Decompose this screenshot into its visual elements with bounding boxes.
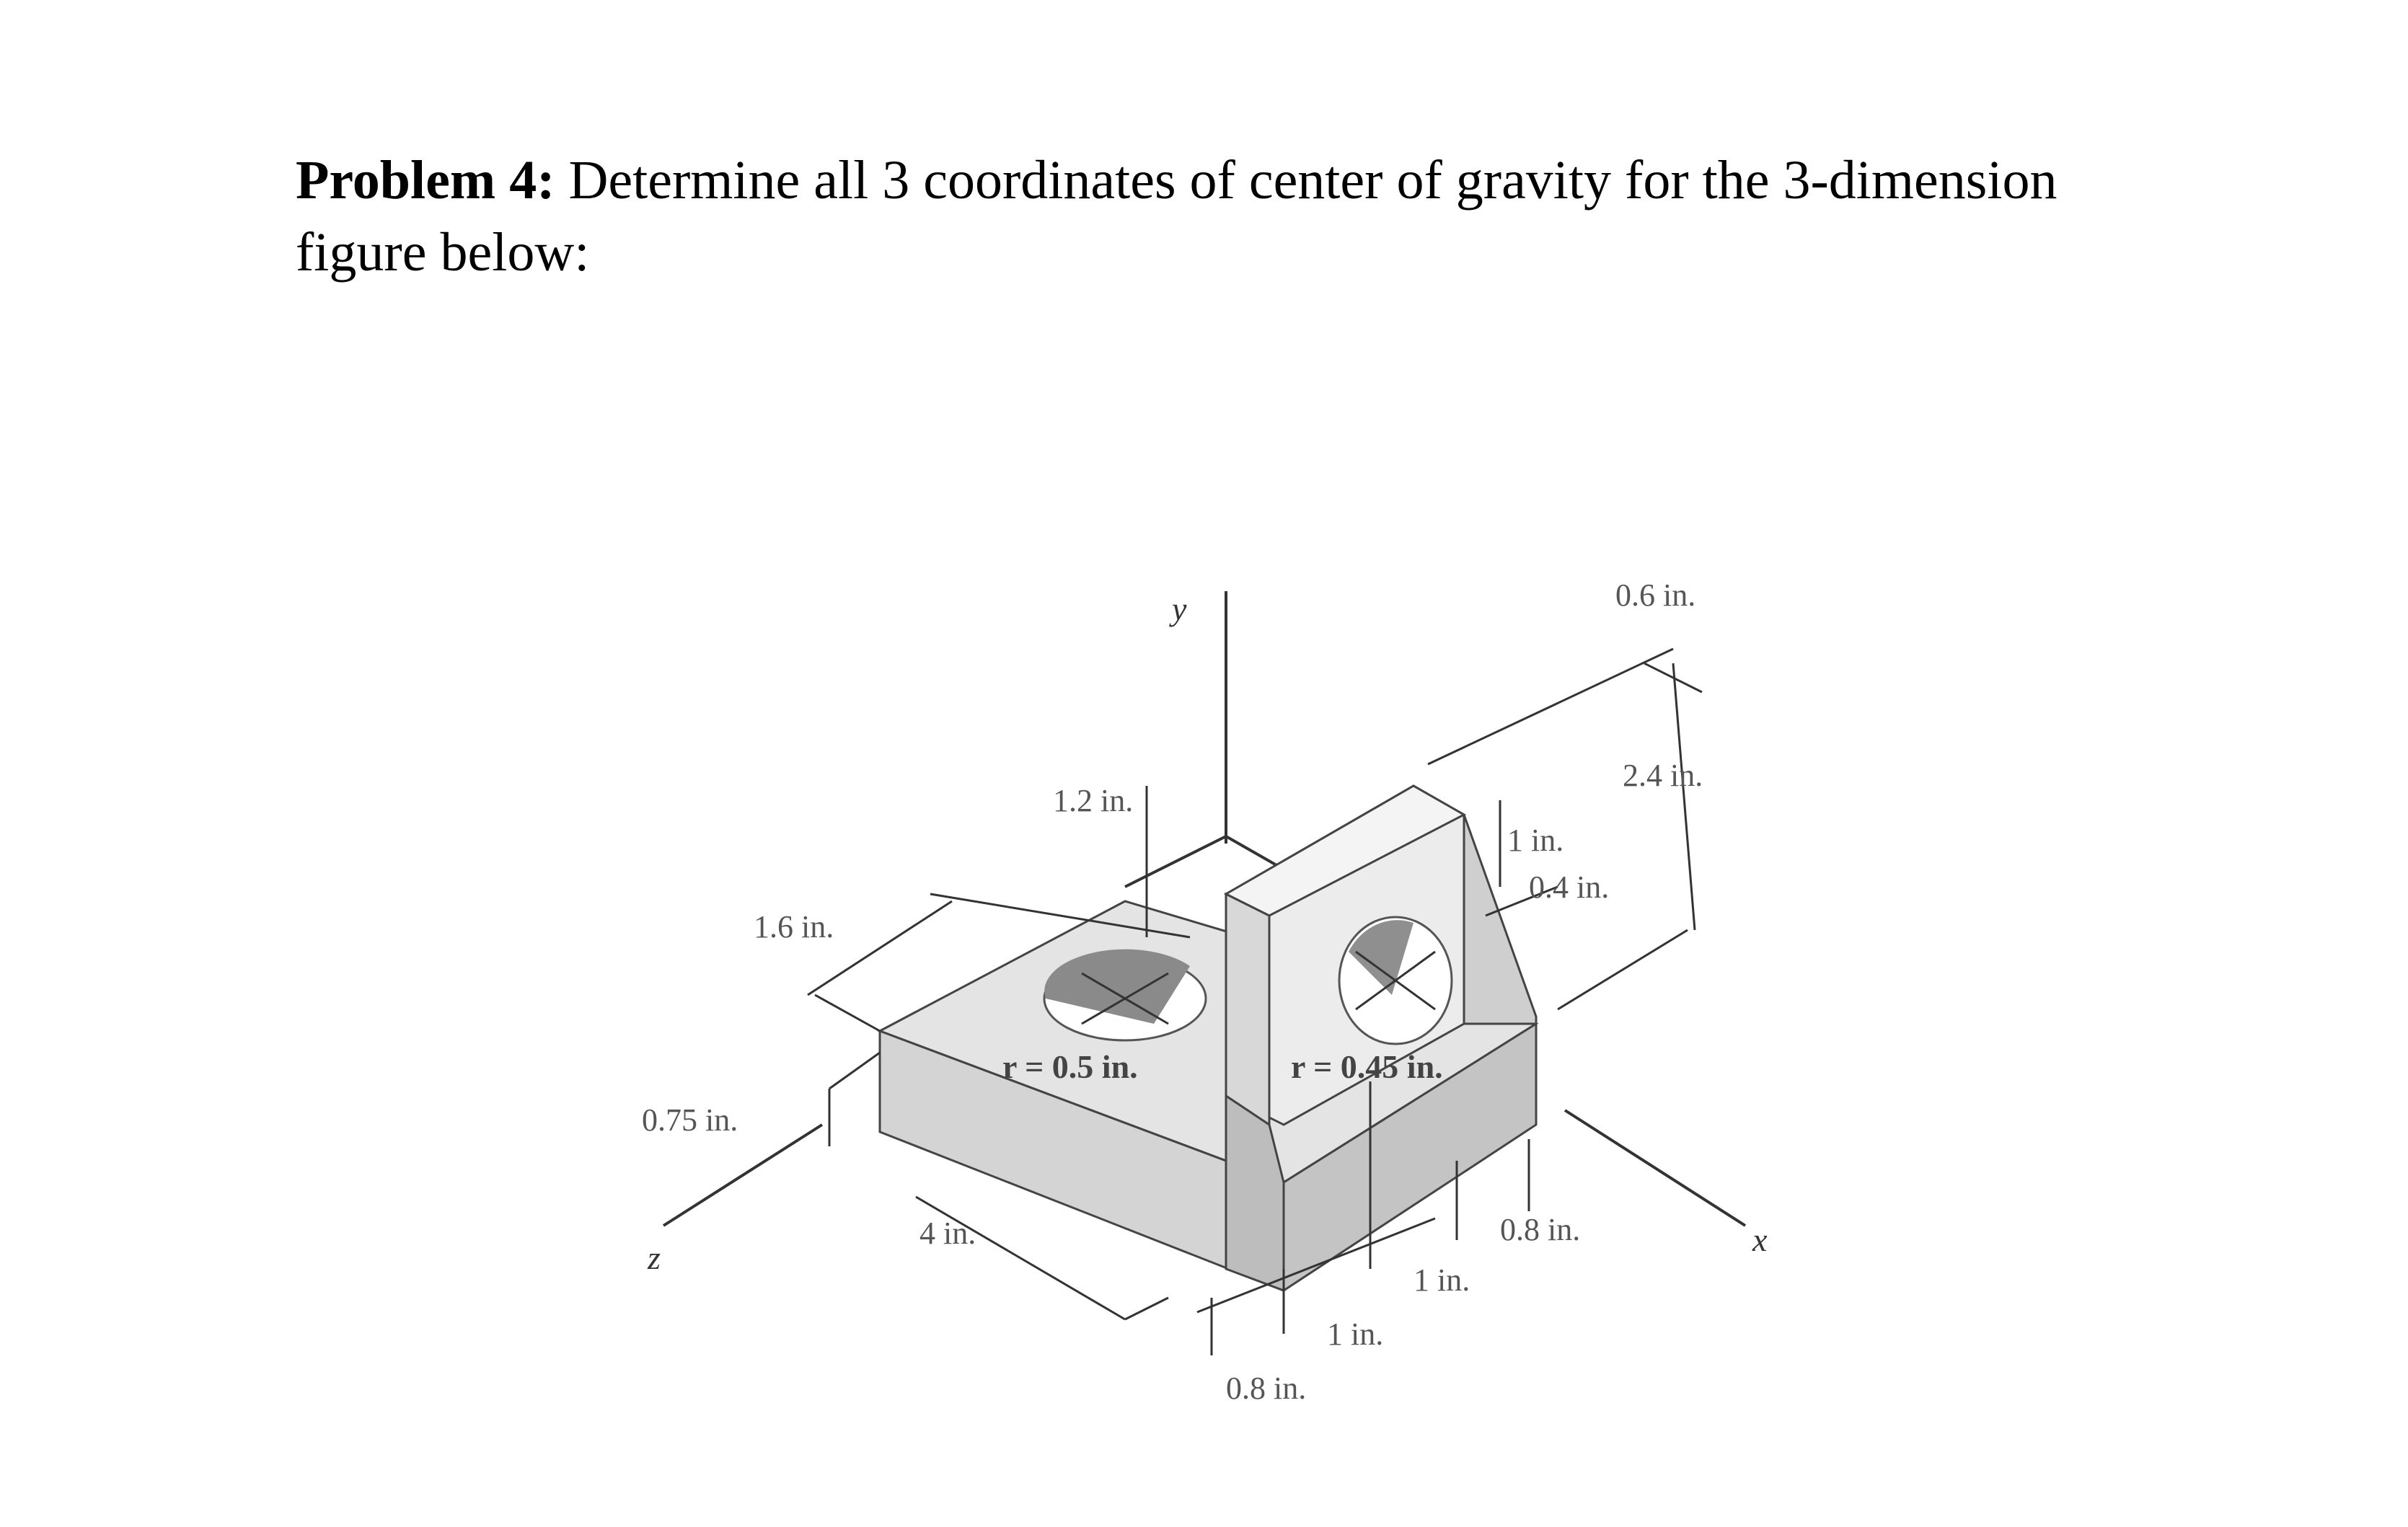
dim-line-2-4	[1673, 663, 1695, 930]
z-axis-line	[663, 1125, 822, 1226]
problem-label: Problem 4:	[296, 150, 555, 211]
x-axis-label: x	[1752, 1221, 1768, 1258]
dim-plate-thickness: 0.75 in.	[642, 1102, 738, 1138]
z-axis-label: z	[648, 1239, 661, 1276]
dim-back-step-width: 0.8 in.	[1500, 1212, 1581, 1247]
dim-upright-height: 2.4 in.	[1623, 758, 1703, 793]
dim-back-depth: 0.6 in.	[1615, 577, 1696, 613]
dim-plate-depth: 1.6 in.	[754, 909, 834, 944]
upright-left-face	[1226, 894, 1269, 1125]
upright-hole	[1339, 917, 1452, 1044]
problem-body: Determine all 3 coordinates of center of gravity for the 3-dimension figure below:	[296, 150, 2058, 283]
x-axis-line	[1565, 1110, 1745, 1226]
dim-hole-center-depth: 0.4 in.	[1529, 869, 1610, 905]
dim-hole-center-height: 1 in.	[1507, 823, 1564, 858]
plate-hole	[1044, 950, 1206, 1040]
dim-upright-hole-radius: r = 0.45 in.	[1291, 1048, 1443, 1085]
y-axis-label: y	[1172, 590, 1187, 627]
dim-plate-length: 4 in.	[919, 1216, 976, 1251]
dim-front-step-width: 0.8 in.	[1226, 1371, 1307, 1406]
dim-hole-position: 1.2 in.	[1053, 783, 1134, 818]
dim-plate-hole-radius: r = 0.5 in.	[1002, 1048, 1138, 1085]
dim-upright-width-back: 1 in.	[1414, 1262, 1470, 1298]
dim-upright-width-front: 1 in.	[1327, 1316, 1384, 1352]
